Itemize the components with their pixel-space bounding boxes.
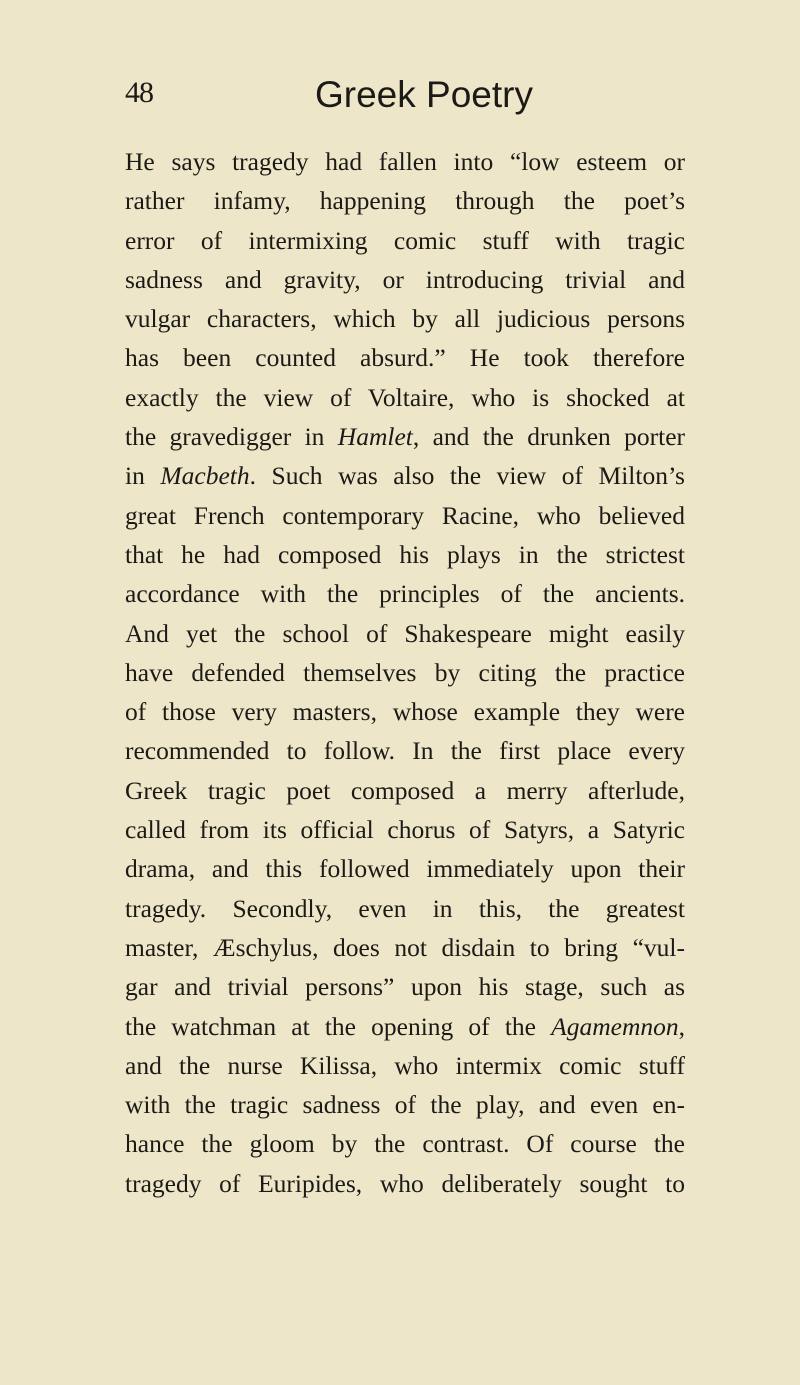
text-segment: the watchman at the opening of the [125, 1011, 552, 1041]
text-segment: that he had composed his plays in the strictest [125, 539, 685, 569]
text-line [125, 731, 685, 770]
text-segment: , [678, 1011, 685, 1041]
running-header [125, 74, 685, 134]
text-segment: hance the gloom by the contrast. Of course the [125, 1129, 685, 1159]
text-line [125, 889, 685, 928]
text-line [125, 810, 685, 849]
body-paragraph [125, 142, 685, 1203]
text-line [125, 299, 685, 338]
text-segment: has been counted absurd.” He took therefore [125, 343, 685, 373]
text-line [125, 574, 685, 613]
text-line [125, 1007, 685, 1046]
text-line [125, 1124, 685, 1163]
text-line [125, 260, 685, 299]
text-segment: in [125, 461, 161, 491]
text-segment: gar and trivial persons” upon his stage, such as [125, 972, 685, 1002]
text-segment: the gravedigger in [125, 422, 338, 452]
text-line [125, 692, 685, 731]
text-segment: of those very masters, whose example they were [125, 697, 685, 727]
text-segment: rather infamy, happening through the poet’s [125, 186, 685, 216]
text-segment: . Such was also the view of Milton’s [249, 461, 685, 491]
text-line [125, 849, 685, 888]
text-segment: He says tragedy had fallen into “low esteem or [125, 147, 685, 176]
text-segment: great French contemporary Racine, who believed [125, 500, 685, 530]
text-segment: , and the drunken porter [412, 422, 685, 452]
text-line [125, 928, 685, 967]
text-segment: And yet the school of Shakespeare might easily [125, 618, 685, 648]
text-line [125, 1164, 685, 1203]
text-segment: exactly the view of Voltaire, who is shocked at [125, 382, 685, 412]
text-line [125, 967, 685, 1006]
text-line [125, 181, 685, 220]
page-number: 48 [125, 76, 153, 109]
text-line [125, 221, 685, 260]
text-line [125, 142, 685, 181]
title-macbeth: Macbeth [160, 461, 250, 491]
title-hamlet: Hamlet [337, 422, 413, 452]
title-agamemnon: Agamemnon [551, 1011, 679, 1041]
text-line [125, 456, 685, 495]
text-line [125, 417, 685, 456]
text-segment: tragedy of Euripides, who deliberately sought to [125, 1168, 685, 1198]
text-line [125, 614, 685, 653]
text-segment: called from its official chorus of Satyrs, a Satyric [125, 815, 685, 845]
text-line [125, 496, 685, 535]
text-segment: tragedy. Secondly, even in this, the greatest [125, 893, 685, 923]
text-line [125, 1046, 685, 1085]
text-segment: vulgar characters, which by all judicious persons [125, 304, 685, 334]
running-title: Greek Poetry [315, 74, 533, 115]
text-line [125, 1085, 685, 1124]
text-segment: and the nurse Kilissa, who intermix comic stuff [125, 1050, 685, 1080]
text-segment: master, Æschylus, does not disdain to bring “vul- [125, 932, 685, 962]
text-segment: with the tragic sadness of the play, and even en- [125, 1090, 685, 1120]
text-segment: Greek tragic poet composed a merry afterlude, [125, 775, 685, 805]
text-segment: have defended themselves by citing the practice [125, 657, 685, 687]
text-line [125, 535, 685, 574]
text-segment: recommended to follow. In the first place every [125, 736, 685, 766]
text-segment: sadness and gravity, or introducing trivial and [125, 264, 685, 294]
text-line [125, 338, 685, 377]
text-segment: error of intermixing comic stuff with tragic [125, 225, 685, 255]
text-line [125, 378, 685, 417]
text-line [125, 653, 685, 692]
text-segment: drama, and this followed immediately upon their [125, 854, 685, 884]
text-line [125, 771, 685, 810]
text-segment: accordance with the principles of the ancients. [125, 579, 685, 609]
